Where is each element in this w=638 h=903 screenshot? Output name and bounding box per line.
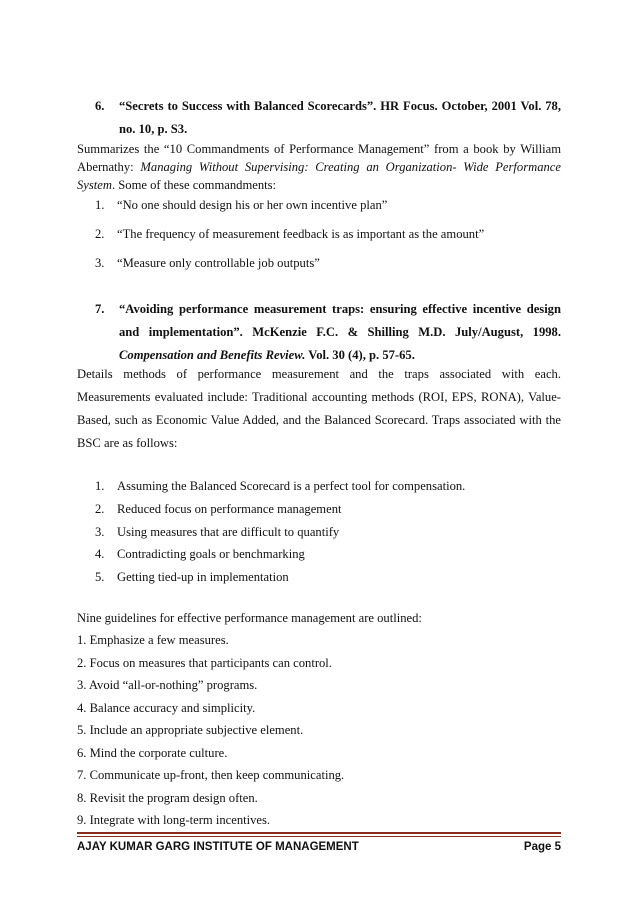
list-item: 7. Communicate up-front, then keep communicating. (77, 768, 345, 782)
summary-6-text-a: Summarizes the “10 Commandments of Performance Management” from a book by William Abernathy: (77, 142, 561, 174)
list-item: 1. “No one should design his or her own incentive plan” (95, 198, 388, 212)
book-title: Managing Without Supervising: Creating an Organization- Wide Performance System (77, 160, 561, 192)
list-item: 4. Contradicting goals or benchmarking (95, 547, 305, 562)
list-item: 4. Balance accuracy and simplicity. (77, 700, 256, 715)
commandments-list (95, 195, 484, 282)
list-item: 3. “Measure only controllable job outputs” (95, 256, 320, 270)
list-item: 1. Assuming the Balanced Scorecard is a perfect tool for compensation. (95, 479, 466, 493)
journal-name: Compensation and Benefits Review. (119, 348, 306, 362)
page-footer (77, 841, 561, 853)
guidelines-list (77, 630, 344, 833)
bsc-traps-list (95, 476, 465, 590)
list-item: 8. Revisit the program design often. (77, 790, 258, 805)
reference-6-title: “Secrets to Success with Balanced Scorecards”. HR Focus. October, 2001 Vol. 78, no. 10, p. S3. (119, 99, 561, 136)
reference-7-heading (77, 298, 561, 367)
reference-7-number: 7. (95, 302, 105, 316)
summary-6-text-b: . Some of these commandments: (111, 178, 277, 192)
footer-rule-thick (77, 832, 561, 834)
list-item: 5. Getting tied-up in implementation (95, 570, 289, 585)
reference-7-summary: Details methods of performance measurement and the traps associated with each. Measurements evaluated include: Traditional accounting methods (ROI, EPS, RONA), Value-Based, such as Economic Value Added, and the Balanced Scorecard. Traps associated with the BSC are as follows: (77, 367, 561, 450)
reference-6-number: 6. (95, 99, 105, 113)
page-number: Page 5 (523, 841, 561, 853)
reference-6-heading (77, 95, 561, 141)
reference-6-summary (77, 140, 561, 194)
footer-rule-thin (77, 836, 561, 837)
list-item: 2. Reduced focus on performance management (95, 501, 342, 516)
list-item: 2. “The frequency of measurement feedback is as important as the amount” (95, 227, 485, 241)
reference-7-title: “Avoiding performance measurement traps: ensuring effective incentive design and implementation”. McKenzie F.C. & Shilling M.D. July/August, 1998. Compensation and Benefits Review. Vol. 30 (4), p. 57-65. (119, 302, 561, 362)
list-item: 9. Integrate with long-term incentives. (77, 813, 271, 827)
list-item: 6. Mind the corporate culture. (77, 745, 228, 760)
footer-institute: AJAY KUMAR GARG INSTITUTE OF MANAGEMENT (77, 841, 359, 853)
list-item: 3. Using measures that are difficult to quantify (95, 524, 340, 539)
list-item: 5. Include an appropriate subjective element. (77, 723, 304, 737)
list-item: 2. Focus on measures that participants can control. (77, 655, 332, 670)
guidelines-intro: Nine guidelines for effective performance management are outlined: (77, 611, 422, 625)
list-item: 1. Emphasize a few measures. (77, 633, 229, 647)
list-item: 3. Avoid “all-or-nothing” programs. (77, 678, 258, 692)
